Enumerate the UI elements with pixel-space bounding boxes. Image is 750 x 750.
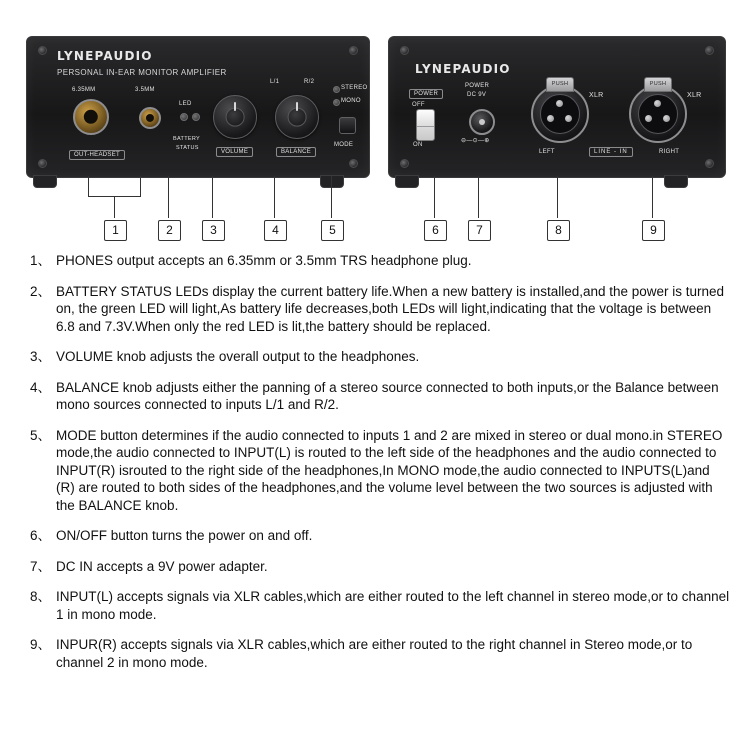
leader-line [114, 196, 115, 218]
xlr-left-shell [540, 94, 580, 134]
dc-power-label-line1: POWER [465, 83, 490, 89]
list-item-number: 4、 [30, 379, 52, 395]
screw [38, 159, 47, 168]
rear-foot-left [395, 175, 419, 188]
callout-2: 2 [158, 220, 181, 241]
jack-hole [146, 114, 154, 122]
screw [400, 159, 409, 168]
list-item-number: 7、 [30, 558, 52, 574]
list-item [30, 283, 730, 336]
xlr-input-right[interactable] [629, 81, 687, 143]
callout-3: 3 [202, 220, 225, 241]
battery-led-green [180, 113, 188, 121]
callout-4: 4 [264, 220, 287, 241]
list-item-number: 8、 [30, 589, 52, 604]
balance-knob[interactable] [275, 95, 319, 139]
list-item-text: INPUR(R) accepts signals via XLR cables,which are either routed to the right channel in Stereo mode,or to channel 2 in mono mode. [56, 637, 693, 670]
power-label: POWER [409, 89, 443, 99]
rear-foot-right [664, 175, 688, 188]
leader-line [212, 176, 213, 218]
list-item [30, 252, 730, 270]
list-item [30, 558, 730, 576]
leader-line [434, 176, 435, 218]
list-item-text: INPUT(L) accepts signals via XLR cables,which are either routed to the left channel in stereo mode,or to channel 1 in mono mode. [56, 589, 730, 622]
balance-left-label: L/1 [270, 79, 280, 85]
line-in-left-label: LEFT [539, 149, 555, 155]
battery-led-red [192, 113, 200, 121]
jack-hole [84, 110, 98, 124]
balance-right-label: R/2 [304, 79, 315, 85]
jack-35-label: 3.5MM [135, 87, 155, 93]
front-panel [26, 36, 370, 178]
mode-label: MODE [334, 142, 354, 148]
list-item-number: 2、 [30, 283, 52, 299]
list-item-number: 5、 [30, 427, 52, 443]
list-item-number: 9、 [30, 637, 52, 652]
xlr-pin [654, 100, 661, 107]
out-headset-label: OUT-HEADSET [69, 150, 125, 160]
leader-line [331, 176, 332, 218]
list-item-text: DC IN accepts a 9V power adapter. [56, 558, 268, 574]
callout-5: 5 [321, 220, 344, 241]
rear-brand-logo: LYNEPAUDIO [415, 62, 511, 76]
list-item-number: 1、 [30, 253, 52, 268]
list-item [30, 636, 730, 671]
mode-stereo-label: STEREO [341, 85, 368, 91]
stereo-led [333, 86, 340, 93]
volume-knob[interactable] [213, 95, 257, 139]
xlr-pin [565, 115, 572, 122]
screw [400, 46, 409, 55]
xlr-pin [547, 115, 554, 122]
dc-power-label-line2: DC 9V [467, 92, 487, 98]
leader-line [478, 176, 479, 218]
leader-line [168, 176, 169, 218]
rear-panel [388, 36, 726, 178]
screw [349, 46, 358, 55]
front-subtitle: PERSONAL IN-EAR MONITOR AMPLIFIER [57, 68, 227, 77]
xlr-right-label: XLR [687, 92, 702, 99]
mode-mono-label: MONO [341, 98, 361, 104]
led-label: LED [179, 101, 192, 107]
line-in-right-label: RIGHT [659, 149, 680, 155]
power-on-label: ON [413, 142, 423, 148]
battery-label-line1: BATTERY [173, 136, 200, 142]
front-foot-left [33, 175, 57, 188]
list-item-text: BATTERY STATUS LEDs display the current battery life.When a new battery is installed,and the power is turned on, the green LED will light,As battery life decreases,both LEDs will light,indicating that the voltage is between 6.8 and 7.3V.When only the red LED is lit,the battery should be replaced. [56, 283, 725, 334]
volume-label: VOLUME [216, 147, 253, 157]
callout-1: 1 [104, 220, 127, 241]
screw [705, 159, 714, 168]
list-item [30, 348, 730, 366]
power-switch-top [417, 110, 434, 127]
dc-jack-pin [479, 119, 485, 125]
knob-cap [226, 108, 245, 127]
knob-cap [288, 108, 307, 127]
callout-7: 7 [468, 220, 491, 241]
xlr-left-push-tab[interactable]: PUSH [546, 77, 574, 92]
jack-635-label: 6.35MM [72, 87, 96, 93]
callout-8: 8 [547, 220, 570, 241]
callout-6: 6 [424, 220, 447, 241]
leader-line [140, 176, 141, 196]
list-item [30, 379, 730, 414]
dc-polarity-icon: ⊖—⊙—⊕ [461, 138, 490, 144]
front-brand-logo: LYNEPAUDIO [57, 49, 153, 63]
screw [349, 159, 358, 168]
list-item-text: ON/OFF button turns the power on and off. [56, 528, 313, 543]
balance-label: BALANCE [276, 147, 316, 157]
callout-9: 9 [642, 220, 665, 241]
headphone-jack-635[interactable] [73, 99, 109, 135]
list-item-number: 6、 [30, 528, 52, 543]
power-switch[interactable] [416, 109, 435, 141]
battery-label-line2: STATUS [176, 145, 199, 151]
screw [38, 46, 47, 55]
mode-button[interactable] [339, 117, 356, 134]
list-item-number: 3、 [30, 349, 52, 364]
feature-description-list [30, 252, 730, 684]
line-in-label: LINE - IN [589, 147, 633, 157]
screw [705, 46, 714, 55]
list-item-text: VOLUME knob adjusts the overall output to the headphones. [56, 349, 420, 364]
xlr-input-left[interactable] [531, 81, 589, 143]
xlr-pin [645, 115, 652, 122]
headphone-jack-35[interactable] [139, 107, 161, 129]
leader-line [88, 176, 89, 196]
mono-led [333, 99, 340, 106]
list-item-text: PHONES output accepts an 6.35mm or 3.5mm TRS headphone plug. [56, 253, 472, 268]
leader-line [557, 176, 558, 218]
list-item [30, 588, 730, 623]
list-item-text: BALANCE knob adjusts either the panning of a stereo source connected to both inputs,or the Balance between mono sources connected to inputs L/1 and R/2. [56, 379, 719, 412]
dc-power-jack[interactable] [469, 109, 495, 135]
list-item-text: MODE button determines if the audio connected to inputs 1 and 2 are mixed in stereo or dual mono.in STEREO mode,the audio connected to INPUT(L) is routed to the left side of the headphones and the audio connected to INPUT(R) isrouted to the right side of the headphones,In MONO mode,the audio connected to INPUTS(L)and (R) are routed to both sides of the headphones,and the volume level between the two sources is adjusted with the BALANCE knob. [56, 427, 723, 513]
leader-line [652, 176, 653, 218]
xlr-left-label: XLR [589, 92, 604, 99]
leader-line [274, 176, 275, 218]
xlr-right-shell [638, 94, 678, 134]
xlr-pin [663, 115, 670, 122]
front-foot-right [320, 175, 344, 188]
list-item [30, 427, 730, 515]
xlr-pin [556, 100, 563, 107]
device-illustrations [0, 0, 750, 250]
list-item [30, 527, 730, 545]
power-off-label: OFF [412, 102, 425, 108]
xlr-right-push-tab[interactable]: PUSH [644, 77, 672, 92]
